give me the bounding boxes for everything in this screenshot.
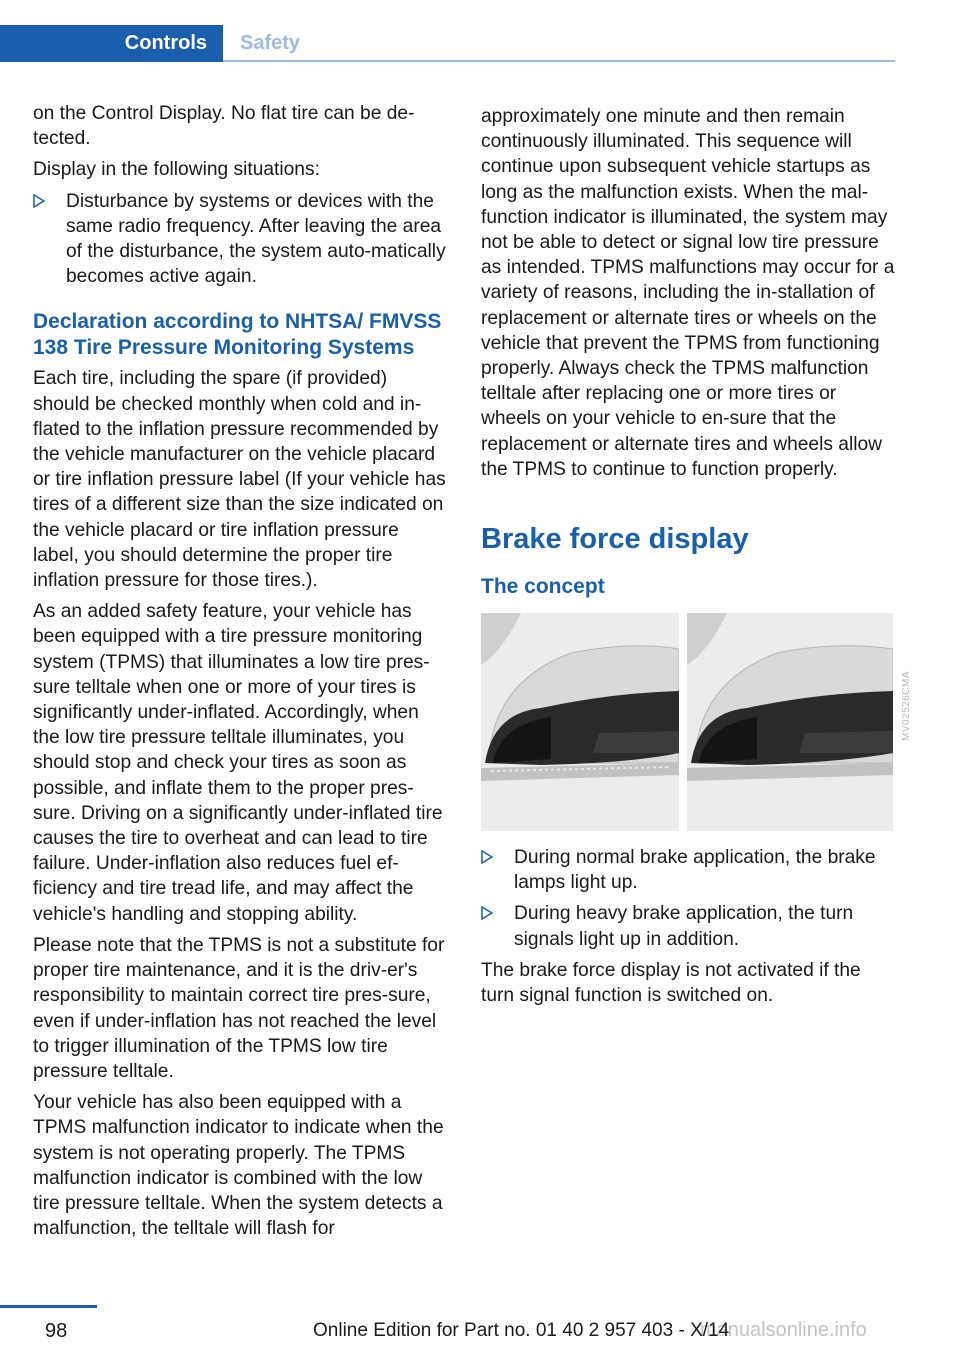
tab-controls[interactable]: Controls [0,25,223,62]
right-column [481,104,912,1014]
brake-lamp-normal-image [481,613,679,831]
paragraph: Display in the following situations: [33,159,320,181]
tab-safety[interactable]: Safety [240,32,301,54]
edition-line: Online Edition for Part no. 01 40 2 957 403 - X/14 [313,1320,730,1341]
paragraph: The brake force display is not activated if the turn signal function is switched on. [481,959,861,1007]
paragraph: on the Control Display. No flat tire can be de‐tected. [33,103,415,150]
figure-code: MV02526CMA [901,671,912,742]
header-rule [223,60,895,62]
list-item [33,189,448,290]
paragraph: Each tire, including the spare (if provided) should be checked monthly when cold and in‐flated to the inflation pressure recommended by the vehicle manufacturer on the vehicle placard or tire inflation pressure label (If your vehicle has tires of a different size than the size indicated on the vehicle placard or tire inflation pressure label, you should determine the proper tire inflation pressure for those tires.). [33,368,446,592]
section-title: Brake force display [481,523,749,556]
brake-lamp-heavy-image [687,613,893,831]
section-heading: Declaration according to NHTSA/ FMVSS 138 Tire Pressure Monitoring Systems [33,310,442,359]
paragraph: As an added safety feature, your vehicle has been equipped with a tire pressure monitoring system (TPMS) that illuminates a low tire pres‐sure telltale when one or more of your tires is significantly under-inflated. Accordingly, when the low tire pressure telltale illuminates, you should stop and check your tires as soon as possible, and inflate them to the proper pres‐sure. Driving on a significantly under-inflated tire causes the tire to overheat and can lead to tire failure. Under-inflation also reduces fuel ef‐ficiency and tire tread life, and may affect the vehicle's handling and stopping ability. [33,601,443,925]
page-number: 98 [45,1320,68,1342]
footer-rule [0,1305,97,1308]
paragraph: Please note that the TPMS is not a substitute for proper tire maintenance, and it is the driv‐er's responsibility to maintain correct tire pres‐sure, even if under-inflation has not reached the level to trigger illumination of the TPMS low tire pressure telltale. [33,934,445,1082]
list-item-text: During heavy brake application, the turn signals light up in addition. [514,903,854,950]
paragraph: Your vehicle has also been equipped with a TPMS malfunction indicator to indicate when the system is not operating properly. The TPMS malfunction indicator is combined with the low tire pressure telltale. When the system detects a malfunction, the telltale will flash for [33,1092,444,1240]
left-column [33,101,448,1247]
triangle-bullet-icon [481,850,493,864]
triangle-bullet-icon [33,194,45,208]
header-tabbar [0,25,895,62]
watermark: manualsonline.info [700,1319,867,1341]
list-item [481,901,896,951]
subsection-title: The concept [481,575,605,599]
paragraph: approximately one minute and then remain continuously illuminated. This sequence will continue upon subsequent vehicle startups as long as the malfunction exists. When the mal‐function indicator is illuminated, the system may not be able to detect or signal low tire pressure as intended. TPMS malfunctions may occur for a variety of reasons, including the in‐stallation of replacement or alternate tires or wheels on the vehicle that prevent the TPMS from functioning properly. Always check the TPMS malfunction telltale after replacing one or more tires or wheels on your vehicle to en‐sure that the replacement or alternate tires and wheels allow the TPMS to continue to function properly. [481,106,895,480]
triangle-bullet-icon [481,906,493,920]
list-item-text: During normal brake application, the brake lamps light up. [514,847,876,894]
list-item [481,845,896,895]
list-item-text: Disturbance by systems or devices with the same radio frequency. After leaving the area of the disturbance, the system auto‐matically becomes active again. [66,190,446,288]
brake-lamp-figure [481,613,921,833]
